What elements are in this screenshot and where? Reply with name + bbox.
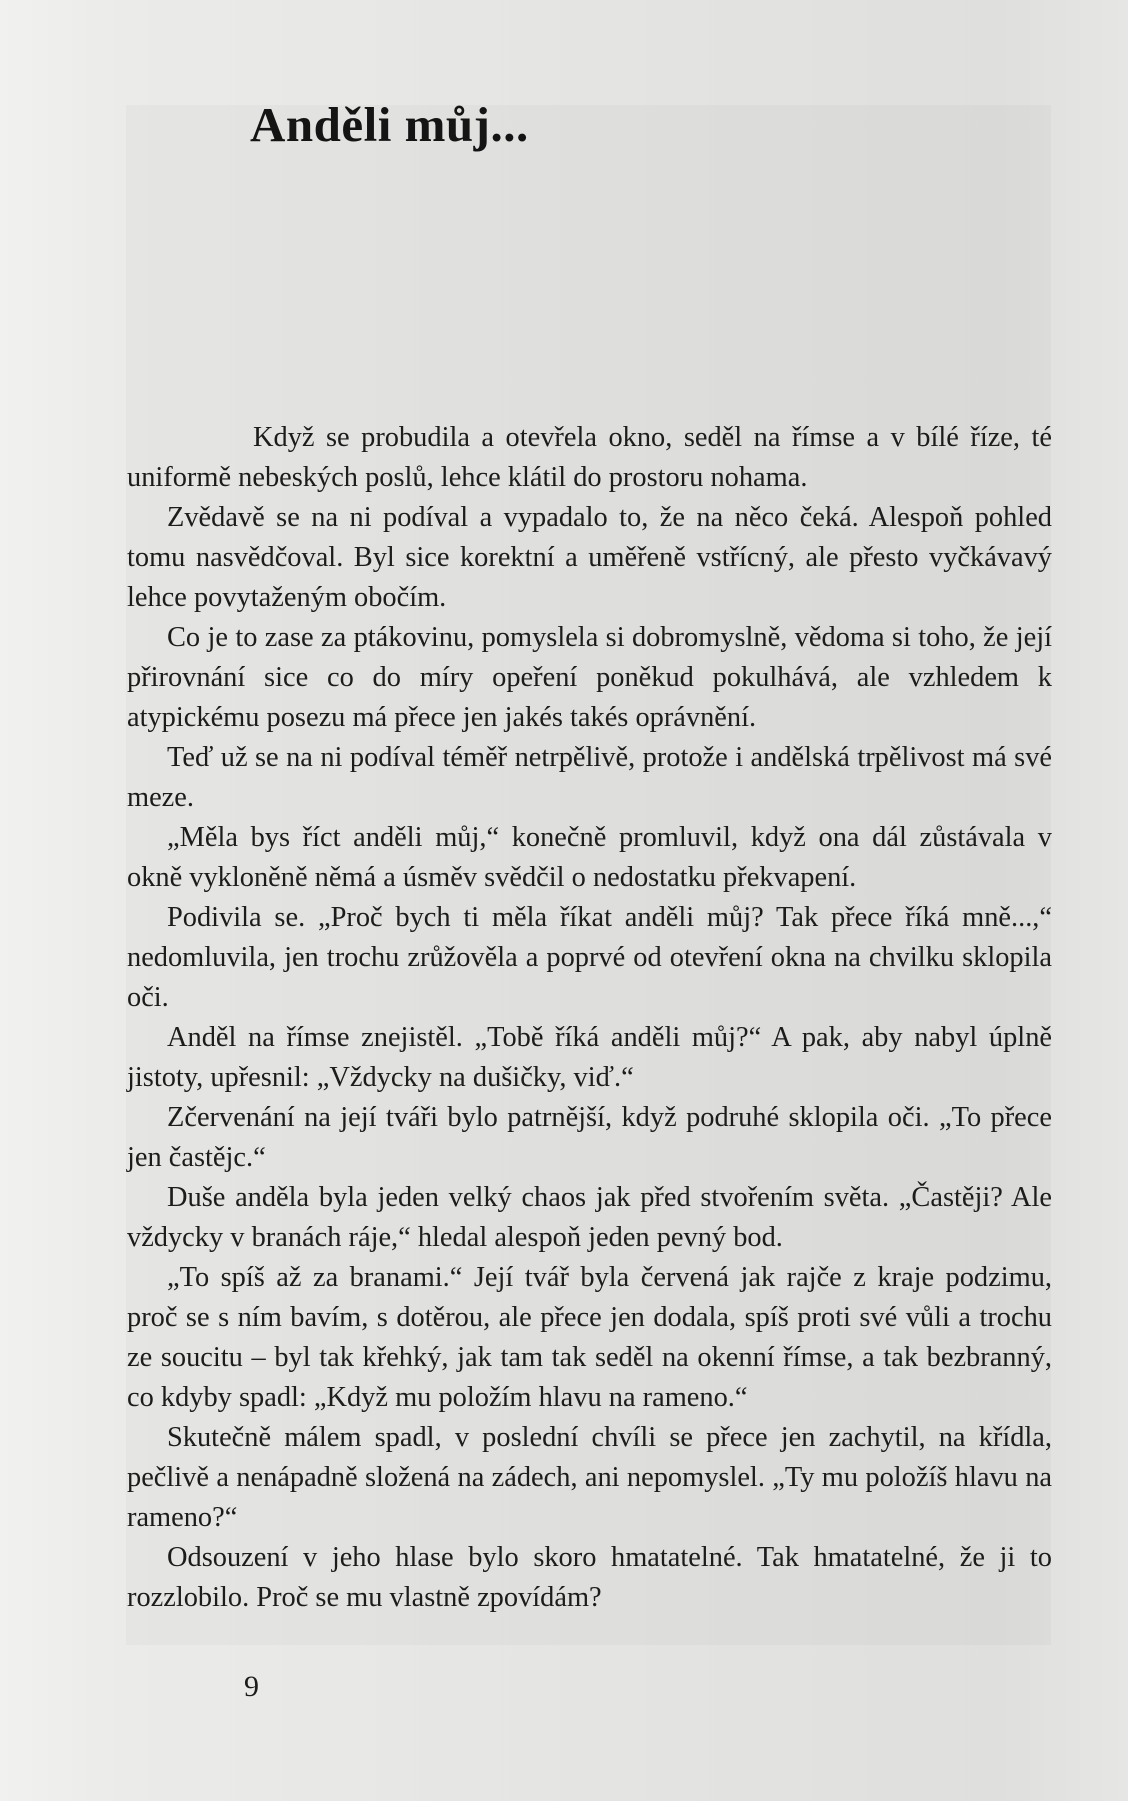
paragraph-9: Duše anděla byla jeden velký chaos jak před stvořením světa. „Častěji? Ale vždycky v branách ráje,“ hledal alespoň jeden pevný bod. — [127, 1182, 1052, 1253]
paragraph-10: „To spíš až za branami.“ Její tvář byla červená jak rajče z kraje podzimu, proč se s ním bavím, s dotěrou, ale přece jen dodala, spíš proti své vůli a trochu ze soucitu – byl tak křehký, jak tam tak seděl na okenní římse, a tak bezbranný, co kdyby spadl: „Když mu položím hlavu na rameno.“ — [127, 1262, 1052, 1413]
paragraph-2: Zvědavě se na ni podíval a vypadalo to, že na něco čeká. Alespoň pohled tomu nasvědčoval. Byl sice korektní a uměřeně vstřícný, ale přesto vyčkávavý lehce povytaženým obočím. — [127, 502, 1052, 613]
paragraph-12: Odsouzení v jeho hlase bylo skoro hmatatelné. Tak hmatatelné, že ji to rozzlobilo. Proč se mu vlastně zpovídám? — [127, 1542, 1052, 1613]
paragraph-3: Co je to zase za ptákovinu, pomyslela si dobromyslně, vědoma si toho, že její přirovnání sice co do míry opeření poněkud pokulhává, ale vzhledem k atypickému posezu má přece jen jakés takés oprávnění. — [127, 622, 1052, 733]
body-text — [127, 418, 1052, 1618]
paragraph-1: Když se probudila a otevřela okno, seděl na římse a v bílé říze, té uniformě nebeských poslů, lehce klátil do prostoru nohama. — [127, 422, 1052, 493]
paragraph-11: Skutečně málem spadl, v poslední chvíli se přece jen zachytil, na křídla, pečlivě a nenápadně složená na zádech, ani nepomyslel. „Ty mu položíš hlavu na rameno?“ — [127, 1422, 1052, 1533]
page-number: 9 — [244, 1670, 259, 1703]
chapter-title: Anděli můj... — [250, 97, 529, 152]
paragraph-6: Podivila se. „Proč bych ti měla říkat anděli můj? Tak přece říká mně...,“ nedomluvila, jen trochu zrůžověla a poprvé od otevření okna na chvilku sklopila oči. — [127, 902, 1052, 1013]
paragraph-7: Anděl na římse znejistěl. „Tobě říká anděli můj?“ A pak, aby nabyl úplně jistoty, upřesnil: „Vždycky na dušičky, viď.“ — [127, 1022, 1052, 1093]
paragraph-8: Zčervenání na její tváři bylo patrnější, když podruhé sklopila oči. „To přece jen častějc.“ — [127, 1102, 1052, 1173]
paragraph-4: Teď už se na ni podíval téměř netrpělivě, protože i andělská trpělivost má své meze. — [127, 742, 1052, 813]
paragraph-5: „Měla bys říct anděli můj,“ konečně promluvil, když ona dál zůstávala v okně vykloněně němá a úsměv svědčil o nedostatku překvapení. — [127, 822, 1052, 893]
